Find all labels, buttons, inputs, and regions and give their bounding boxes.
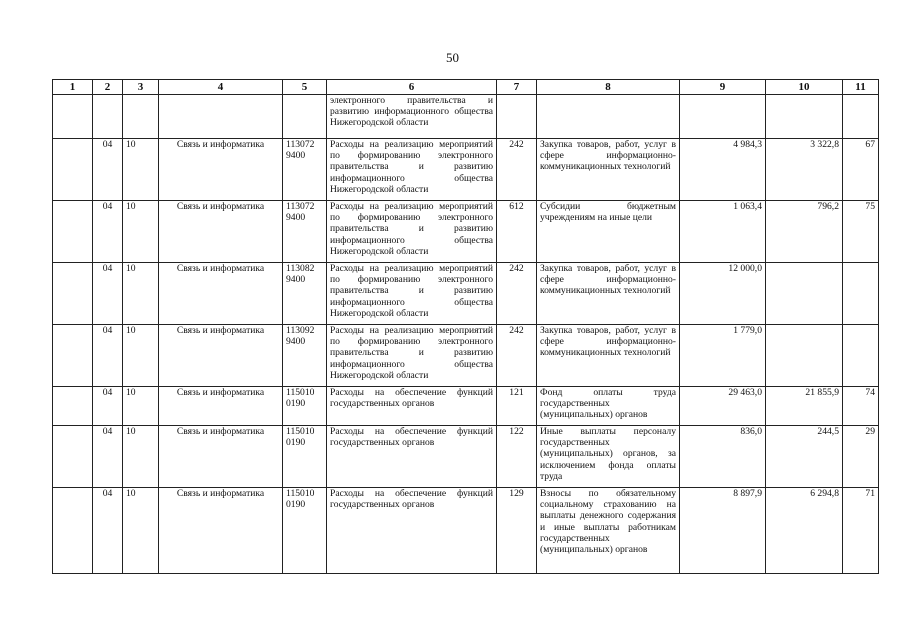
expense-type-description: Взносы по обязательному социальному страхованию на выплаты денежного содержания и иные выплаты работникам государственных (муниципальных) органов — [537, 488, 680, 574]
row-number — [53, 488, 93, 574]
column-header-9: 9 — [680, 80, 766, 95]
execution-percent: 67 — [843, 139, 879, 201]
subsection-code: 10 — [123, 387, 159, 426]
row-number — [53, 139, 93, 201]
expense-type-code: 242 — [497, 263, 537, 325]
target-article-code: 113072 9400 — [283, 201, 327, 263]
page-number: 50 — [446, 50, 459, 65]
execution-percent: 29 — [843, 426, 879, 488]
article-description: Расходы на обеспечение функций государственных органов — [327, 488, 497, 574]
column-header-1: 1 — [53, 80, 93, 95]
planned-amount: 836,0 — [680, 426, 766, 488]
target-article-code: 113092 9400 — [283, 325, 327, 387]
executed-amount: 3 322,8 — [766, 139, 843, 201]
column-header-4: 4 — [159, 80, 283, 95]
target-article-code — [283, 95, 327, 139]
section-name: Связь и информатика — [159, 387, 283, 426]
subsection-code: 10 — [123, 201, 159, 263]
section-name — [159, 95, 283, 139]
table-row — [53, 426, 879, 488]
column-header-6: 6 — [327, 80, 497, 95]
table-row — [53, 263, 879, 325]
expense-type-code: 242 — [497, 139, 537, 201]
header-row — [53, 80, 879, 95]
section-code — [93, 95, 123, 139]
expense-type-description — [537, 95, 680, 139]
subsection-code: 10 — [123, 426, 159, 488]
row-number — [53, 325, 93, 387]
subsection-code — [123, 95, 159, 139]
planned-amount: 12 000,0 — [680, 263, 766, 325]
expense-type-description: Закупка товаров, работ, услуг в сфере информационно-коммуникационных технологий — [537, 325, 680, 387]
section-code: 04 — [93, 387, 123, 426]
article-description: Расходы на реализацию мероприятий по формированию электронного правительства и развитию информационного общества Нижегородской области — [327, 201, 497, 263]
section-name: Связь и информатика — [159, 426, 283, 488]
row-number — [53, 263, 93, 325]
column-header-7: 7 — [497, 80, 537, 95]
section-name: Связь и информатика — [159, 325, 283, 387]
execution-percent — [843, 263, 879, 325]
target-article-code: 115010 0190 — [283, 426, 327, 488]
article-description: Расходы на обеспечение функций государственных органов — [327, 387, 497, 426]
execution-percent: 74 — [843, 387, 879, 426]
table-row — [53, 139, 879, 201]
subsection-code: 10 — [123, 263, 159, 325]
planned-amount: 1 779,0 — [680, 325, 766, 387]
executed-amount — [766, 325, 843, 387]
column-header-5: 5 — [283, 80, 327, 95]
row-number — [53, 426, 93, 488]
execution-percent: 71 — [843, 488, 879, 574]
subsection-code: 10 — [123, 325, 159, 387]
executed-amount: 796,2 — [766, 201, 843, 263]
column-header-10: 10 — [766, 80, 843, 95]
article-description: Расходы на реализацию мероприятий по формированию электронного правительства и развитию информационного общества Нижегородской области — [327, 263, 497, 325]
column-header-2: 2 — [93, 80, 123, 95]
expense-type-description: Закупка товаров, работ, услуг в сфере информационно-коммуникационных технологий — [537, 263, 680, 325]
planned-amount: 29 463,0 — [680, 387, 766, 426]
expense-type-description: Иные выплаты персоналу государственных (муниципальных) органов, за исключением фонда оплаты труда — [537, 426, 680, 488]
expense-type-code: 129 — [497, 488, 537, 574]
section-code: 04 — [93, 426, 123, 488]
executed-amount: 244,5 — [766, 426, 843, 488]
execution-percent — [843, 95, 879, 139]
row-number — [53, 95, 93, 139]
target-article-code: 115010 0190 — [283, 488, 327, 574]
column-header-3: 3 — [123, 80, 159, 95]
executed-amount — [766, 263, 843, 325]
section-name: Связь и информатика — [159, 263, 283, 325]
target-article-code: 115010 0190 — [283, 387, 327, 426]
executed-amount: 6 294,8 — [766, 488, 843, 574]
section-code: 04 — [93, 263, 123, 325]
expense-type-code: 612 — [497, 201, 537, 263]
executed-amount — [766, 95, 843, 139]
expense-type-code: 121 — [497, 387, 537, 426]
table-row — [53, 387, 879, 426]
executed-amount: 21 855,9 — [766, 387, 843, 426]
article-description: электронного правительства и развитию информационного общества Нижегородской области — [327, 95, 497, 139]
target-article-code: 113082 9400 — [283, 263, 327, 325]
article-description: Расходы на реализацию мероприятий по формированию электронного правительства и развитию информационного общества Нижегородской области — [327, 139, 497, 201]
row-number — [53, 201, 93, 263]
expense-type-description: Закупка товаров, работ, услуг в сфере информационно-коммуникационных технологий — [537, 139, 680, 201]
expense-type-description: Фонд оплаты труда государственных (муниципальных) органов — [537, 387, 680, 426]
execution-percent: 75 — [843, 201, 879, 263]
row-number — [53, 387, 93, 426]
table-row — [53, 95, 879, 139]
planned-amount: 8 897,9 — [680, 488, 766, 574]
expense-type-code: 242 — [497, 325, 537, 387]
table-row — [53, 325, 879, 387]
section-name: Связь и информатика — [159, 201, 283, 263]
section-code: 04 — [93, 488, 123, 574]
column-header-8: 8 — [537, 80, 680, 95]
planned-amount — [680, 95, 766, 139]
planned-amount: 4 984,3 — [680, 139, 766, 201]
expense-type-description: Субсидии бюджетным учреждениям на иные цели — [537, 201, 680, 263]
subsection-code: 10 — [123, 139, 159, 201]
article-description: Расходы на обеспечение функций государственных органов — [327, 426, 497, 488]
execution-percent — [843, 325, 879, 387]
expense-type-code — [497, 95, 537, 139]
section-code: 04 — [93, 325, 123, 387]
article-description: Расходы на реализацию мероприятий по формированию электронного правительства и развитию информационного общества Нижегородской области — [327, 325, 497, 387]
planned-amount: 1 063,4 — [680, 201, 766, 263]
table-row — [53, 488, 879, 574]
table-row — [53, 201, 879, 263]
section-code: 04 — [93, 139, 123, 201]
subsection-code: 10 — [123, 488, 159, 574]
table-body — [53, 95, 879, 574]
budget-table — [52, 79, 879, 574]
target-article-code: 113072 9400 — [283, 139, 327, 201]
expense-type-code: 122 — [497, 426, 537, 488]
section-code: 04 — [93, 201, 123, 263]
column-header-11: 11 — [843, 80, 879, 95]
section-name: Связь и информатика — [159, 488, 283, 574]
section-name: Связь и информатика — [159, 139, 283, 201]
